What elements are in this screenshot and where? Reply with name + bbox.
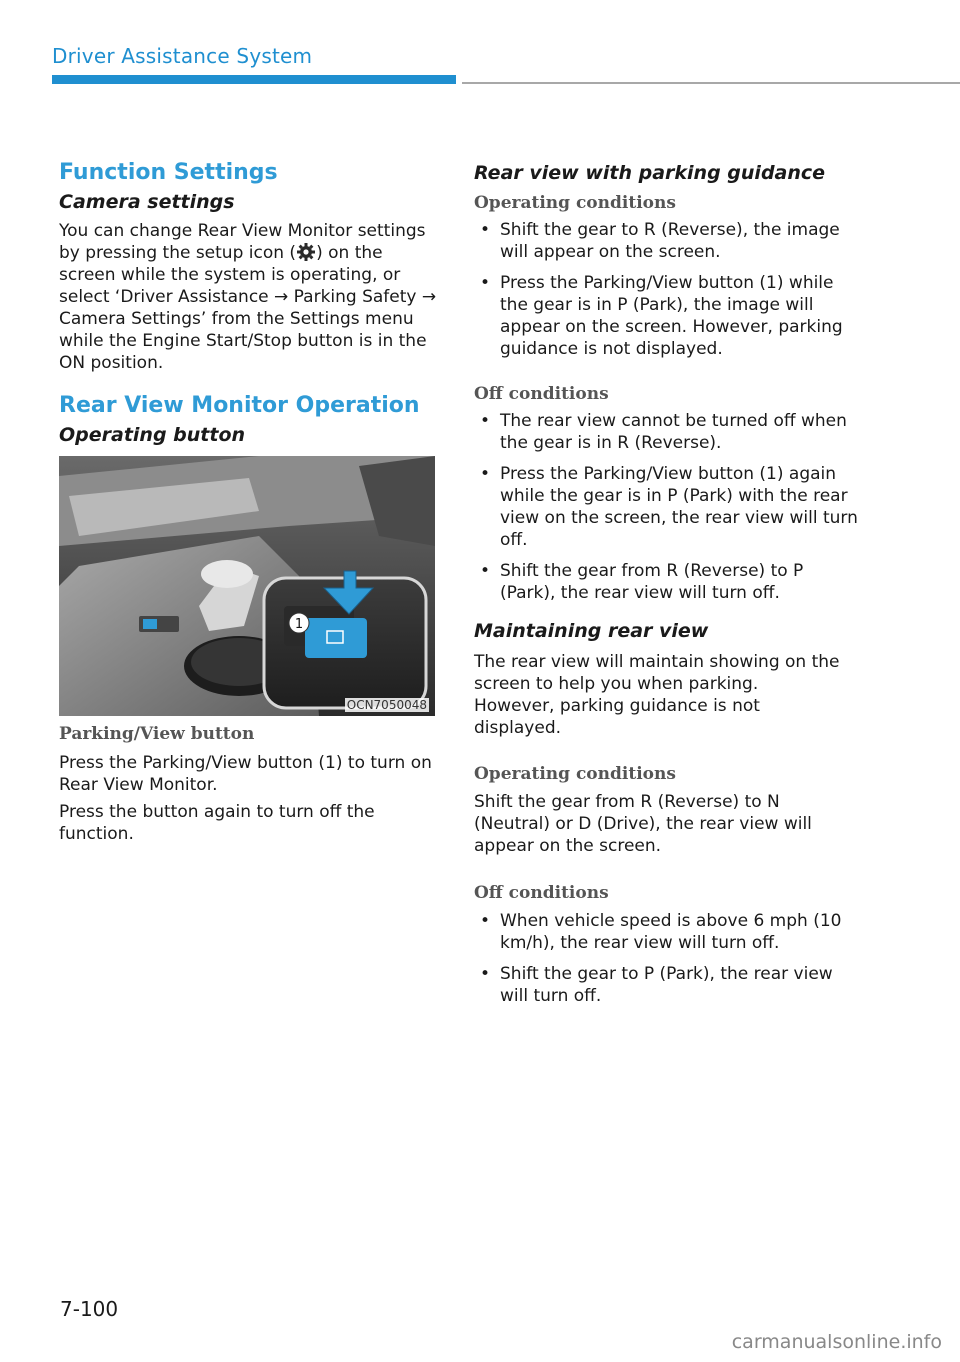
page-number: 7-100: [60, 1297, 119, 1321]
bullet-icon: •: [480, 411, 491, 431]
bullet-icon: •: [480, 464, 491, 484]
heading-off-conditions-2: Off conditions: [474, 883, 609, 903]
camera-para-part-1: You can change Rear View Monitor settings by pressing the setup icon: [59, 221, 426, 263]
figure-callout-label: 1: [294, 617, 304, 632]
list-item: • Shift the gear from R (Reverse) to P (Park), the rear view will turn off.: [480, 561, 804, 603]
heading-operating-conditions-2: Operating conditions: [474, 764, 676, 784]
off-conditions-list-1: [474, 410, 859, 613]
bullet-icon: •: [480, 911, 491, 931]
heading-rear-view-guidance: Rear view with parking guidance: [474, 162, 826, 184]
off-conditions-list-2: [474, 910, 859, 1016]
heading-function-settings: Function Settings: [59, 160, 278, 185]
gear-icon: [296, 242, 316, 262]
list-item: • The rear view cannot be turned off when the gear is in R (Reverse).: [480, 411, 847, 453]
list-item: • Press the Parking/View button (1) while the gear is in P (Park), the image will appear on the screen. However, parking guidance is not displayed.: [480, 273, 843, 359]
heading-maintaining-rear-view: Maintaining rear view: [474, 620, 709, 642]
figure-code: OCN7050048: [346, 698, 427, 712]
heading-rvm-operation: Rear View Monitor Operation: [59, 393, 420, 418]
console-figure: [59, 456, 435, 716]
heading-operating-conditions-1: Operating conditions: [474, 193, 676, 213]
list-item: • Press the Parking/View button (1) again while the gear is in P (Park) with the rear view on the screen, the rear view will turn off.: [480, 464, 858, 550]
bullet-icon: •: [480, 273, 491, 293]
bullet-icon: •: [480, 561, 491, 581]
section-title: Driver Assistance System: [52, 44, 313, 68]
list-item: • Shift the gear to R (Reverse), the image will appear on the screen.: [480, 220, 840, 262]
header-accent-bar: [52, 75, 456, 84]
camera-para-part-2: on the screen while the system is operating, or select ‘Driver Assistance → Parking Safety → Camera Settings’ from the Settings menu while the Engine Start/Stop button is in the ON position.: [59, 243, 437, 373]
heading-operating-button: Operating button: [59, 424, 246, 446]
bullet-icon: •: [480, 964, 491, 984]
heading-camera-settings: Camera settings: [59, 191, 235, 213]
list-item: • When vehicle speed is above 6 mph (10 km/h), the rear view will turn off.: [480, 911, 842, 953]
press-paragraph-2: Press the button again to turn off the function.: [59, 802, 375, 844]
console-illustration: [59, 456, 435, 716]
camera-settings-paragraph: You can change Rear View Monitor settings by pressing the setup icon ( ) on the screen while the system is operating, or select ‘Driver Assistance → Parking Safety → Camera Settings’ from the Settings menu while the Engine Start/Stop button is in the ON position.: [59, 221, 437, 373]
list-item: • Shift the gear to P (Park), the rear view will turn off.: [480, 964, 833, 1006]
watermark: carmanualsonline.info: [731, 1331, 942, 1353]
bullet-icon: •: [480, 220, 491, 240]
press-paragraph-1: Press the Parking/View button (1) to turn on Rear View Monitor.: [59, 753, 432, 795]
operating-conditions-paragraph-2: Shift the gear from R (Reverse) to N (Neutral) or D (Drive), the rear view will appear on the screen.: [474, 792, 812, 856]
header-divider: [462, 82, 960, 84]
operating-conditions-list-1: [474, 219, 859, 369]
maintaining-paragraph: The rear view will maintain showing on the screen to help you when parking. However, parking guidance is not displayed.: [474, 652, 840, 738]
heading-parking-view-button: Parking/View button: [59, 724, 255, 744]
heading-off-conditions-1: Off conditions: [474, 384, 609, 404]
